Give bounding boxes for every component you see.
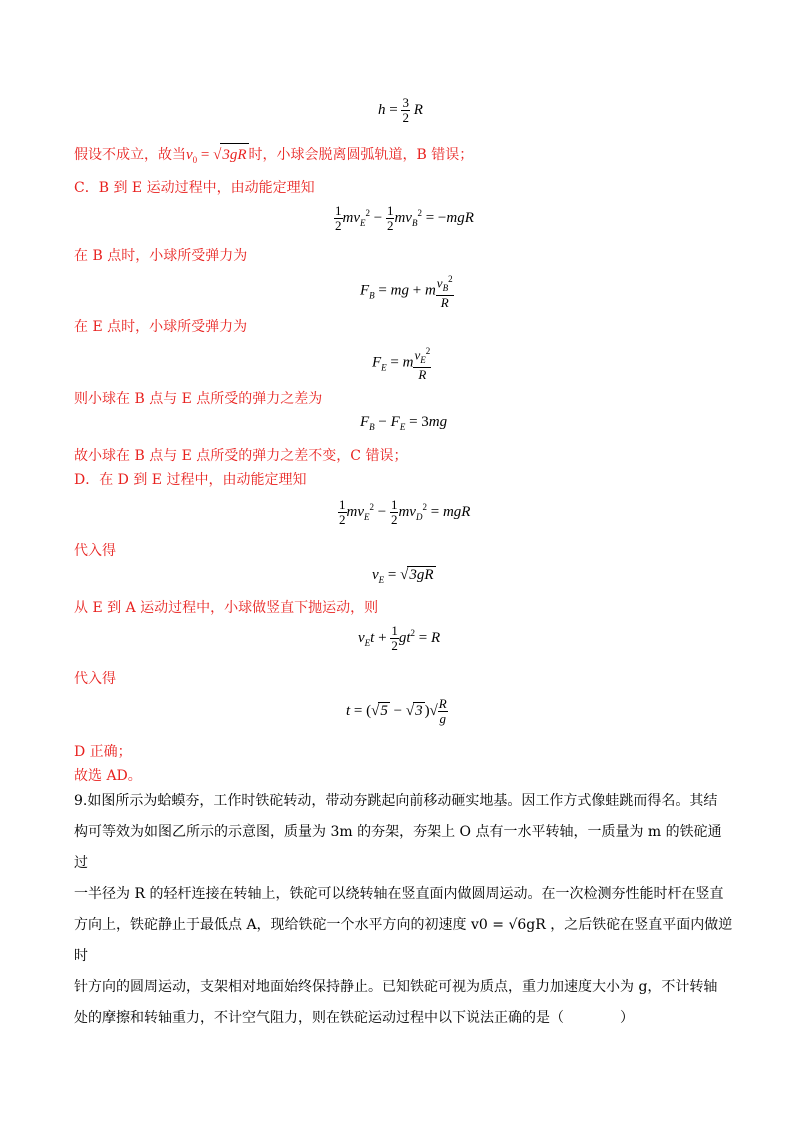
- diff-line: 则小球在 B 点与 E 点所受的弹力之差为: [74, 391, 323, 407]
- equation-energy-de: $\frac{1}{2}$ $mv_E^2$ − $\frac{1}{2}$ $mv_D^2$ = mgR: [339, 497, 471, 527]
- assumption-line: [74, 143, 473, 171]
- question-9-line-3: 一半径为 R 的轻杆连接在转轴上，铁砣可以绕转轴在竖直面内做圆周运动。在一次检测夯性能时杆在竖直: [74, 886, 724, 902]
- equation-ve: $v_E = √3gR$: [372, 567, 434, 585]
- question-9-line-1: [74, 786, 734, 817]
- e-to-a-line: 从 E 到 A 运动过程中，小球做竖直下抛运动，则: [74, 600, 379, 616]
- equation-throw: $v_Et$ + $\frac{1}{2}$ $gt^2 = R$: [358, 623, 441, 653]
- at-e-line: 在 E 点时，小球所受弹力为: [74, 319, 248, 335]
- option-d-line: [74, 469, 306, 491]
- equation-h: h = $\frac{3}{2}$ R: [378, 95, 423, 125]
- question-text-1: 如图所示为蛤蟆夯，工作时铁砣转动，带动夯跳起向前移动砸实地基。因工作方式像蛙跳而得名。其结: [87, 793, 718, 809]
- option-c-text: B 到 E 运动过程中，由动能定理知: [98, 180, 315, 196]
- assumption-v0: $v_0 = √3gR$: [186, 147, 249, 163]
- substitute-line-2: 代入得: [74, 671, 116, 687]
- question-9-line-4: 方向上，铁砣静止于最低点 A，现给铁砣一个水平方向的初速度 v0 = √6gR ，之后铁砣在竖直平面内做逆时: [74, 917, 733, 964]
- question-9-line-2: 构可等效为如图乙所示的示意图，质量为 3m 的夯架，夯架上 O 点有一水平转轴，一质量为 m 的铁砣通过: [74, 824, 722, 871]
- equation-fb: $F_B$ = mg + m $\frac{v_B^2}{R}$: [360, 274, 453, 310]
- assumption-text: 假设不成立，故当: [74, 147, 186, 163]
- d-correct-line: D 正确；: [74, 744, 132, 760]
- option-c-label: C．: [74, 180, 99, 196]
- c-conclusion-line: 故小球在 B 点与 E 点所受的弹力之差不变，C 错误；: [74, 448, 408, 464]
- equation-fdiff: $F_B - F_E = 3mg$: [360, 414, 448, 432]
- question-9-line-6: 处的摩擦和转轴重力，不计空气阻力，则在铁砣运动过程中以下说法正确的是（ ）: [74, 1010, 634, 1026]
- substitute-line-1: 代入得: [74, 543, 116, 559]
- choice-line: 故选 AD。: [74, 768, 142, 784]
- option-d-label: D．: [74, 472, 100, 488]
- question-9-line-5: 针方向的圆周运动，支架相对地面始终保持静止。已知铁砣可视为质点，重力加速度大小为 g，不计转轴: [74, 979, 718, 995]
- assumption-tail: 时，小球会脱离圆弧轨道，B 错误；: [248, 147, 474, 163]
- question-9: [74, 786, 734, 1034]
- option-d-text: 在 D 到 E 过程中，由动能定理知: [99, 472, 307, 488]
- equation-fe: $F_E = m$ $\frac{v_E^2}{R}$: [372, 346, 431, 382]
- equation-energy-be: $\frac{1}{2}$ $mv_E^2$ − $\frac{1}{2}$ $mv_B^2 = -mgR$: [335, 203, 474, 233]
- question-number: 9.: [74, 793, 88, 809]
- at-b-line: 在 B 点时，小球所受弹力为: [74, 248, 248, 264]
- option-c-line: [74, 177, 315, 199]
- equation-t: t = (√5 − √3 )√ $\frac{R}{g}$: [346, 696, 447, 726]
